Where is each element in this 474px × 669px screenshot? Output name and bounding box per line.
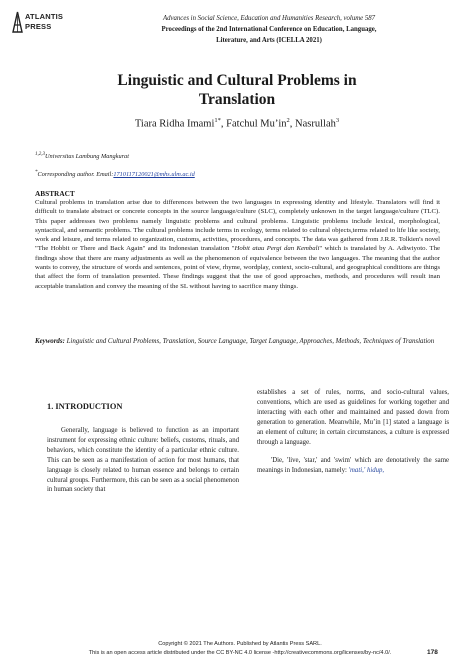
author-2-affil: 2 xyxy=(286,117,290,124)
venue-line: Advances in Social Science, Education and Humanities Research, volume 587 xyxy=(162,15,376,22)
page-footer xyxy=(40,640,440,658)
author-email-link[interactable]: 1710117120021@mhs.ulm.ac.id xyxy=(113,171,195,179)
paper-title xyxy=(40,71,434,109)
affiliation-text: Universitas Lambung Mangkurat xyxy=(45,153,129,161)
author-1: Tiara Ridha Imami xyxy=(134,118,215,130)
page-number: 178 xyxy=(427,649,438,656)
author-3-affil: 3 xyxy=(335,117,340,124)
intro-right-para2 xyxy=(257,456,449,476)
title-line1: Linguistic and Cultural Problems in xyxy=(117,72,357,89)
author-3: , Nasrullah xyxy=(289,118,336,130)
keywords xyxy=(35,337,440,347)
intro-left-column: Generally, language is believed to function as an important instrument for expressing ethnic culture: beliefs, customs, rituals, and behaviors, which constitute the identity of a particular ethnic culture. This can be seen as a manifestation of action for most humans, that language is closely related to human essence and belongs to certain cultural groups. Furthermore, this can be seen as a social phenomenon in human society that xyxy=(47,427,239,494)
intro-right-para2-text: 'Die, 'live, 'star,' and 'swim' which are denotatively the same meanings in Indonesian, namely: xyxy=(257,457,449,475)
corresponding-text: Corresponding author. Email: xyxy=(37,171,114,179)
title-line2: Translation xyxy=(198,91,276,108)
publisher-logo xyxy=(12,11,72,35)
author-2: , Fatchul Mu’in xyxy=(220,118,287,130)
affiliation xyxy=(35,150,129,161)
affiliation-sup: 1,2,3 xyxy=(35,152,45,157)
abstract-italic-title: Hobit atau Pergi dan Kembali xyxy=(234,245,320,253)
atlantis-logo-icon xyxy=(12,11,23,33)
section-heading-introduction: 1. INTRODUCTION xyxy=(47,402,123,411)
logo-line2: PRESS xyxy=(25,22,52,31)
author-list xyxy=(40,114,434,131)
footer-copyright: Copyright © 2021 The Authors. Published by Atlantis Press SARL. xyxy=(158,641,322,647)
abstract-text-1: Cultural problems in translation arise due to differences between the two languages in expressing identity and lifestyle. Translators will find it difficult to translate abstract or concrete concepts in the source language/culture (SLC), completely unknown in the target language/culture (TLC). This paper addresses two problems namely linguistic problems and cultural problems. Linguistic problems include lexical, morphological, syntactical, and semantic problems. The cultural problems include terms in ecology, terms related to cultural objects,terms related to life like society, work and leisure, and terms related to organization, customs, activities, procedures, and concepts. The data was gathered from J.R.R. Tolkien's novel "The Hobbit or There and Back Again" and its Indonesian translation " xyxy=(35,199,440,253)
intro-right-para1: establishes a set of rules, norms, and socio-cultural values, conventions, which are used as guidelines for working together and interacting with each other and maintained and passed down from generation to generation. Meanwhile, Mu’in [1] stated a language is an element of culture; in certain circumstances, a culture is expressed through a language. xyxy=(257,389,449,446)
intro-right-para2-italic: 'mati,' hidup, xyxy=(348,467,385,475)
abstract-heading: ABSTRACT xyxy=(35,189,75,198)
keywords-label: Keywords: xyxy=(35,338,65,345)
conference-line1: Proceedings of the 2nd International Conference on Education, Language, xyxy=(161,26,377,33)
corresponding-author xyxy=(35,168,195,179)
logo-wordmark xyxy=(25,12,63,32)
logo-line1: ATLANTIS xyxy=(25,12,64,21)
author-1-affil: 1* xyxy=(214,117,221,124)
footer-license: This is an open access article distributed under the CC BY-NC 4.0 license -http://creativecommons.org/licenses/by-nc/4.0/. xyxy=(88,650,392,656)
abstract-text-2: " which is translated by A. Adiwiyoto. The findings show that there are many adjustments as well as the phenomenon of equivalence between the two languages. The meaning that the author wants to convey, the structure of words and sentences, point of view, rhyme, wordplay, context, socio-cultural, and geographical conditions are things that affect the form of translation presented. These findings suggest that the use of good approaches, methods, and procedures will result inan acceptable translation and convey the meaning of the SL without having to sacrifice many things. xyxy=(35,245,440,290)
abstract-body xyxy=(35,198,440,291)
intro-right-column xyxy=(257,388,449,476)
running-header xyxy=(96,13,442,46)
corresponding-sup: * xyxy=(35,170,38,175)
conference-line2: Literature, and Arts (ICELLA 2021) xyxy=(216,37,322,44)
keywords-text: Linguistic and Cultural Problems, Translation, Source Language, Target Language, Approaches, Methods, Techniques of Translation xyxy=(64,338,435,345)
